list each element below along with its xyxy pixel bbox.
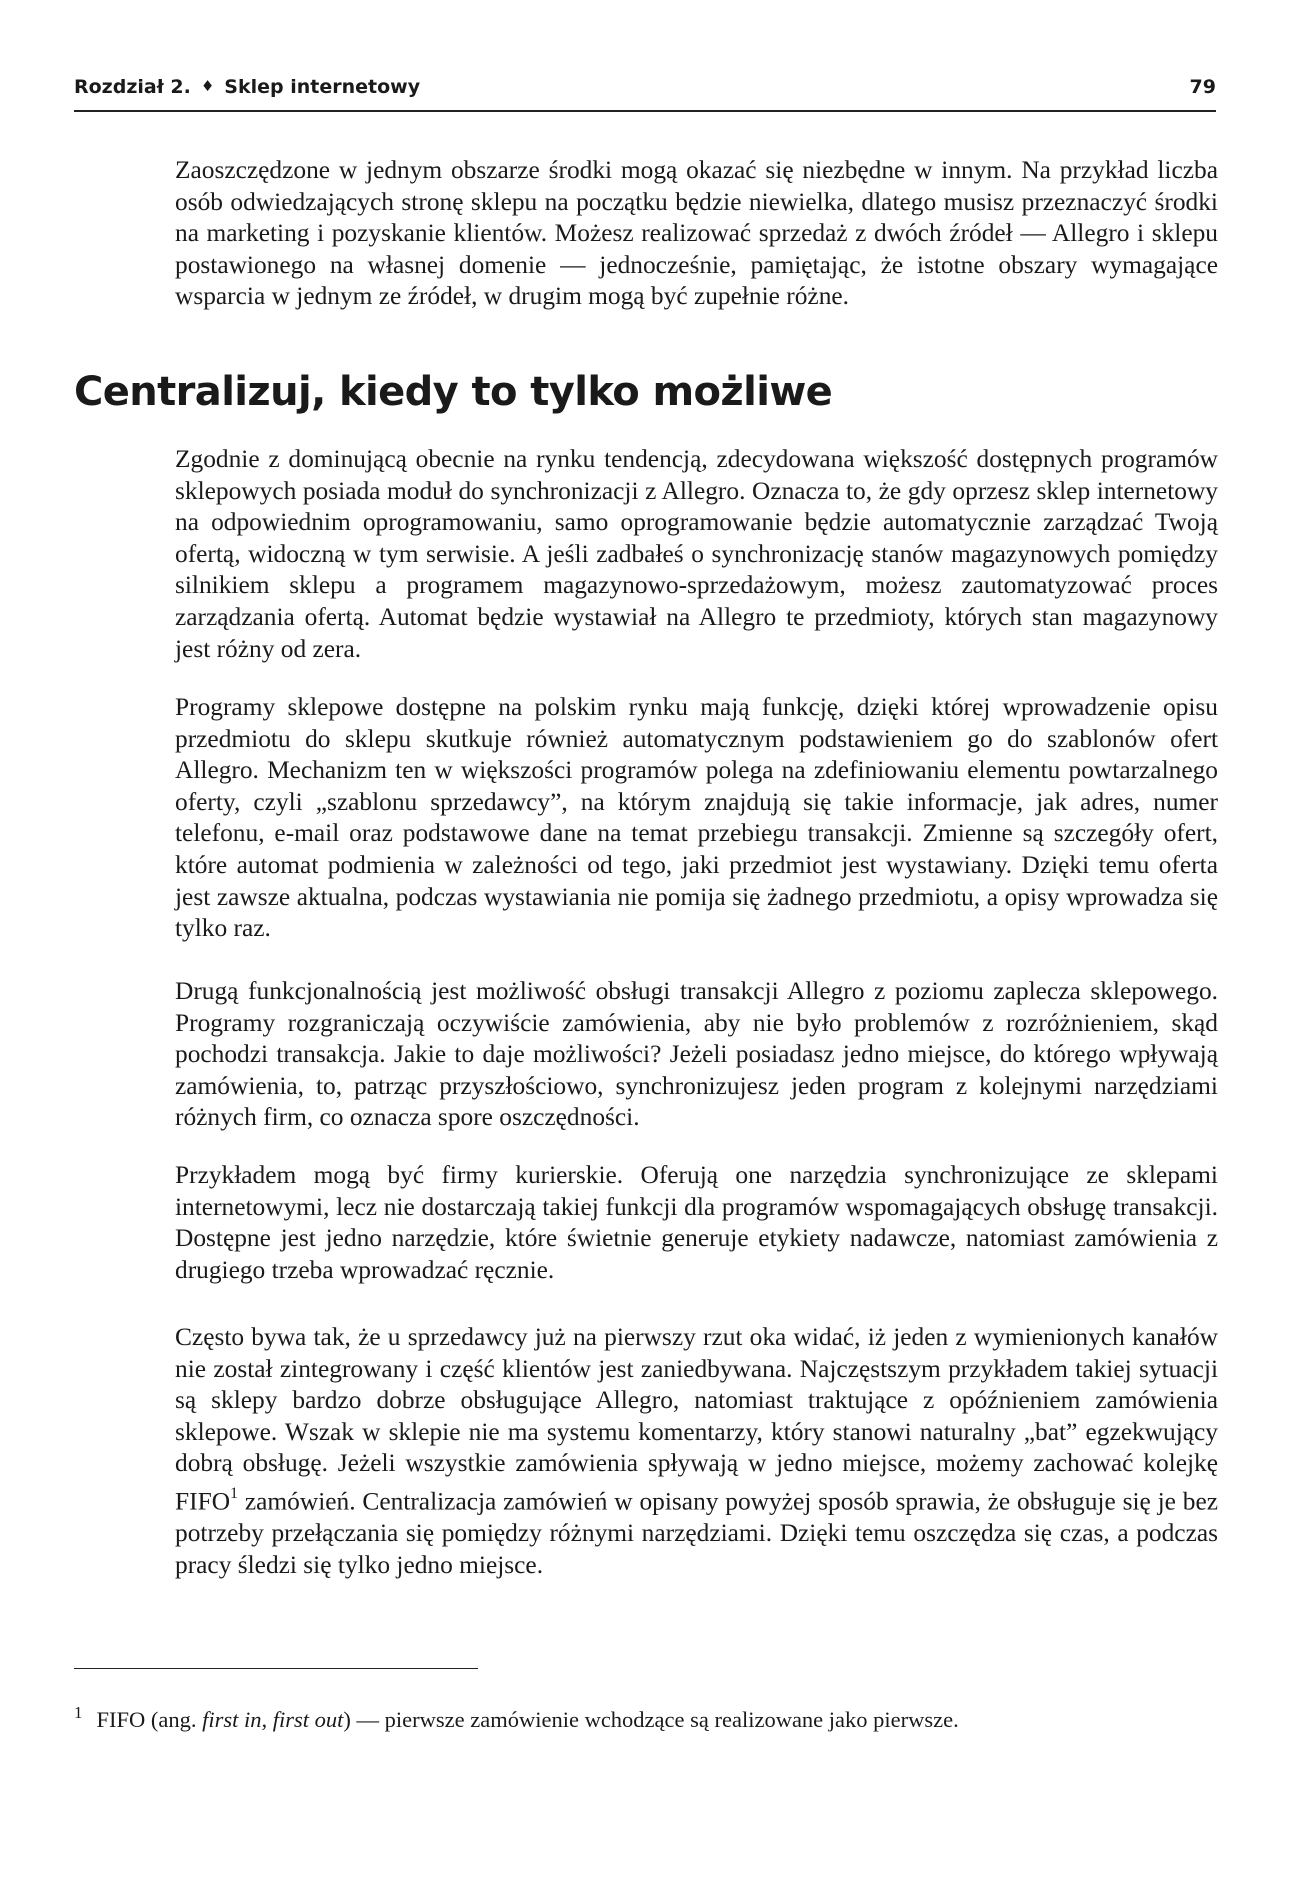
section-heading: Centralizuj, kiedy to tylko możliwe: [74, 369, 833, 415]
footnote: [74, 1703, 1216, 1736]
paragraph-intro: Zaoszczędzone w jednym obszarze środki mogą okazać się niezbędne w innym. Na przykład liczba osób odwiedzających stronę sklepu na początku będzie niewielka, dlatego musisz przeznaczyć środki na marketing i pozyskanie klientów. Możesz realizować sprzedaż z dwóch źródeł — Allegro i sklepu postawionego na własnej domenie — jednocześnie, pamiętając, że istotne obszary wymagające wsparcia w jednym ze źródeł, w drugim mogą być zupełnie różne.: [175, 156, 1218, 311]
paragraph-couriers: Przykładem mogą być firmy kurierskie. Oferują one narzędzia synchronizujące ze sklepami internetowymi, lecz nie dostarczają takiej funkcji dla programów wspomagających obsługę transakcji. Dostępne jest jedno narzędzie, które świetnie generuje etykiety nadawcze, natomiast zamówienia z drugiego trzeba wprowadzać ręcznie.: [175, 1161, 1218, 1284]
footnote-italic-term: first in, first out: [202, 1707, 344, 1732]
footnote-reference[interactable]: 1: [230, 1484, 239, 1502]
diamond-separator-icon: ♦: [200, 77, 215, 95]
footnote-text-start: FIFO (ang.: [96, 1707, 203, 1732]
running-head: [74, 76, 1216, 112]
chapter-label: Rozdział 2.: [74, 76, 191, 98]
paragraph-backend: Drugą funkcjonalnością jest możliwość obsługi transakcji Allegro z poziomu zaplecza sklepowego. Programy rozgraniczają oczywiście zamówienia, aby nie było problemów z rozróżnieniem, skąd pochodzi transakcja. Jakie to daje możliwości? Jeżeli posiadasz jedno miejsce, do którego wpływają zamówienia, to, patrząc przyszłościowo, synchronizujesz jeden program z kolejnymi narzędziami różnych firm, co oznacza spore oszczędności.: [175, 977, 1218, 1132]
paragraph-templates: Programy sklepowe dostępne na polskim rynku mają funkcję, dzięki której wprowadzenie opisu przedmiotu do sklepu skutkuje również automatycznym podstawieniem go do szablonów ofert Allegro. Mechanizm ten w większości programów polega na zdefiniowaniu elementu powtarzalnego oferty, czyli „szablonu sprzedawcy”, na którym znajdują się takie informacje, jak adres, numer telefonu, e-mail oraz podstawowe dane na temat przebiegu transakcji. Zmienne są szczegóły ofert, które automat podmienia w zależności od tego, jaki przedmiot jest wystawiany. Dzięki temu oferta jest zawsze aktualna, podczas wystawiania nie pomija się żadnego przedmiotu, a opisy wprowadza się tylko raz.: [175, 693, 1218, 943]
paragraph-text-start: Często bywa tak, że u sprzedawcy już na pierwszy rzut oka widać, iż jeden z wymienionych kanałów nie został zintegrowany i część klientów jest zaniedbywana. Najczęstszym przykładem takiej sytuacji są sklepy bardzo dobrze obsługujące Allegro, natomiast traktujące z opóźnieniem zamówienia sklepowe. Wszak w sklepie nie ma systemu komentarzy, który stanowi naturalny „bat” egzekwujący dobrą obsługę. Jeżeli wszystkie zamówienia spływają w jedno miejsce, możemy zachować kolejkę FIFO: [175, 1323, 1218, 1516]
footnote-divider: [74, 1668, 478, 1669]
paragraph-text-end: zamówień. Centralizacja zamówień w opisany powyżej sposób sprawia, że obsługuje się je bez potrzeby przełączania się pomiędzy różnymi narzędziami. Dzięki temu oszczędza się czas, a podczas pracy śledzi się tylko jedno miejsce.: [175, 1487, 1218, 1579]
page-number: 79: [1189, 76, 1216, 98]
running-head-left: [74, 76, 420, 98]
footnote-number: 1: [74, 1703, 83, 1722]
paragraph-centralization: [175, 1322, 1218, 1581]
footnote-text-end: ) — pierwsze zamówienie wchodzące są realizowane jako pierwsze.: [343, 1707, 959, 1732]
chapter-title: Sklep internetowy: [224, 76, 421, 98]
paragraph-synchronization: Zgodnie z dominującą obecnie na rynku tendencją, zdecydowana większość dostępnych programów sklepowych posiada moduł do synchronizacji z Allegro. Oznacza to, że gdy oprzesz sklep internetowy na odpowiednim oprogramowaniu, samo oprogramowanie będzie automatycznie zarządzać Twoją ofertą, widoczną w tym serwisie. A jeśli zadbałeś o synchronizację stanów magazynowych pomiędzy silnikiem sklepu a programem magazynowo-sprzedażowym, możesz zautomatyzować proces zarządzania ofertą. Automat będzie wystawiał na Allegro te przedmioty, których stan magazynowy jest różny od zera.: [175, 445, 1218, 663]
